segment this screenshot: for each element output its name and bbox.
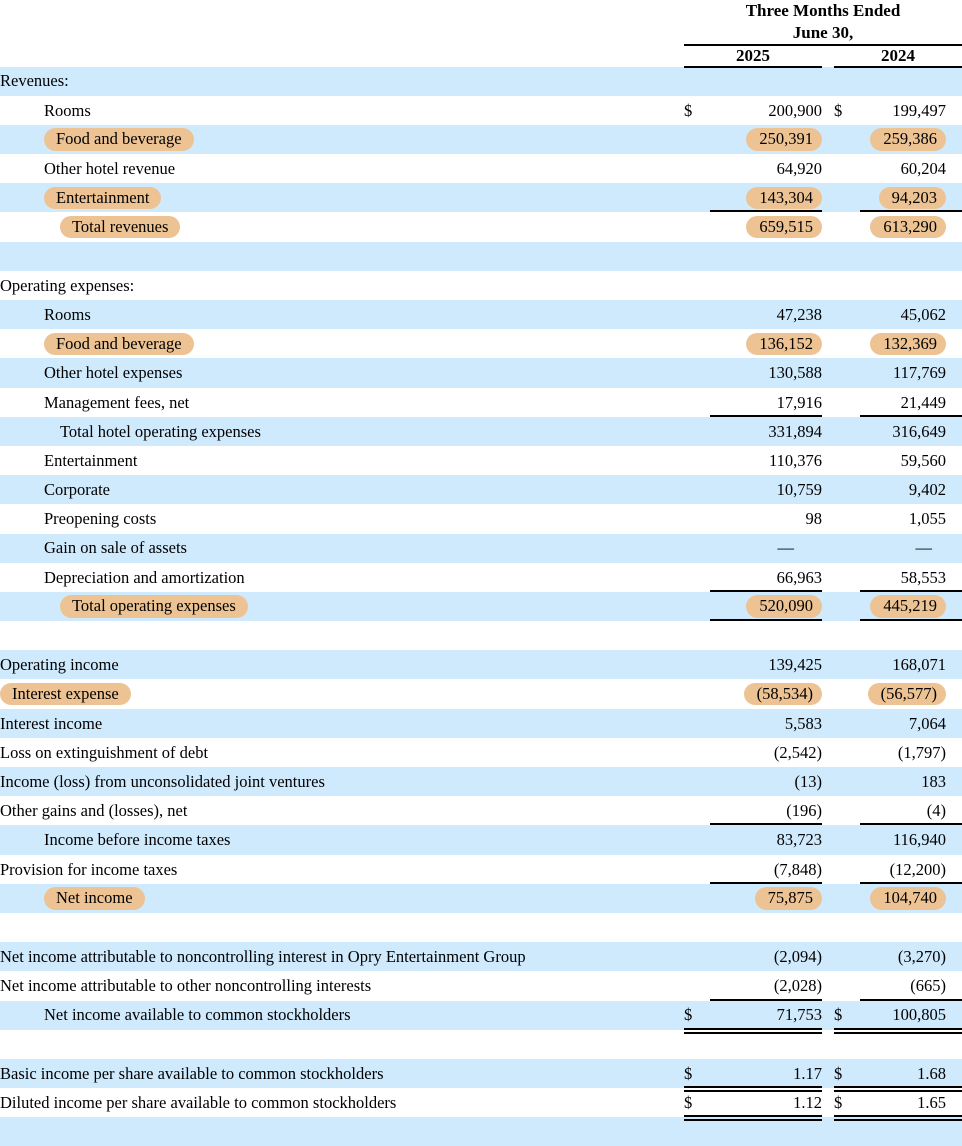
row-label: Operating income [0, 650, 684, 679]
spacer-cell [684, 1117, 710, 1146]
table-header-year-row [0, 46, 962, 67]
highlight-pill-value: 75,875 [755, 887, 822, 909]
spacer-cell [860, 242, 962, 271]
value-2024: 60,204 [900, 159, 946, 178]
row-label: Loss on extinguishment of debt [0, 742, 209, 762]
currency-2024 [834, 329, 860, 358]
value-2025: 110,376 [768, 450, 822, 470]
row-label [0, 884, 684, 913]
col-gap [822, 1088, 834, 1117]
value-2024: 1.68 [860, 1059, 962, 1088]
col-gap [822, 446, 834, 475]
table-row-gain-on-sale-of-assets [0, 534, 962, 563]
spacer-cell [822, 913, 834, 942]
row-label: Interest income [0, 709, 684, 738]
currency-2024: $ [834, 1059, 860, 1088]
col-gap [822, 650, 834, 679]
value-2025: (13) [710, 767, 822, 796]
value-2024: (3,270) [860, 942, 962, 971]
table-row-total-operating-expenses [0, 592, 962, 621]
value-2024: 1.65 [860, 1088, 962, 1117]
period-heading [684, 0, 962, 44]
value-2024: 9,402 [860, 475, 962, 504]
table-row-preopening-costs [0, 504, 962, 533]
value-2025: 1.12 [710, 1088, 822, 1117]
highlight-pill-label: Total operating expenses [60, 595, 248, 617]
row-label [0, 183, 684, 212]
col-gap [822, 1001, 834, 1030]
value-2025: 17,916 [710, 388, 822, 417]
value-2024 [860, 592, 962, 621]
col-gap [822, 592, 834, 621]
currency-2025 [684, 592, 710, 621]
currency-2025 [684, 679, 710, 708]
highlight-pill-value: 659,515 [746, 216, 822, 238]
col-gap [822, 825, 834, 854]
value-2025: 139,425 [710, 650, 822, 679]
col-gap [822, 300, 834, 329]
table-row-rooms-expense [0, 300, 962, 329]
highlight-pill-label: Interest expense [0, 683, 131, 705]
table-row-corporate [0, 475, 962, 504]
currency-2025 [684, 300, 710, 329]
col-gap [822, 884, 834, 913]
col-gap [822, 125, 834, 154]
highlight-pill-value: 259,386 [870, 128, 946, 150]
row-label: Gain on sale of assets [0, 534, 684, 563]
col-gap [822, 504, 834, 533]
col-gap [822, 942, 834, 971]
table-row-entertainment-revenue [0, 183, 962, 212]
currency-2024 [834, 358, 860, 387]
value-2025 [710, 125, 822, 154]
value-2025: (2,542) [773, 742, 822, 762]
table-row-depreciation-amortization [0, 563, 962, 592]
highlight-pill-value: 94,203 [879, 187, 946, 209]
currency-2025 [684, 271, 710, 300]
col-gap [822, 534, 834, 563]
currency-2024 [834, 884, 860, 913]
currency-2024 [834, 971, 860, 1000]
row-label [0, 329, 684, 358]
value-2025: 130,588 [710, 358, 822, 387]
col-gap [822, 738, 834, 767]
value-2024: 100,805 [860, 1001, 962, 1030]
col-gap [822, 388, 834, 417]
table-row-food-beverage-expense [0, 329, 962, 358]
table-row-other-hotel-expenses [0, 358, 962, 387]
spacer-cell [822, 1030, 834, 1059]
row-label [0, 125, 684, 154]
highlight-pill-label: Food and beverage [44, 128, 194, 150]
col-gap [822, 855, 834, 884]
value-2025 [710, 183, 822, 212]
value-2025: (2,028) [710, 971, 822, 1000]
currency-2025: $ [684, 1088, 710, 1117]
currency-2025 [684, 417, 710, 446]
table-row-income-before-income-taxes [0, 825, 962, 854]
value-2024: (665) [860, 971, 962, 1000]
table-row-net-income [0, 884, 962, 913]
spacer-cell [0, 621, 684, 650]
row-label: Revenues: [0, 67, 684, 96]
spacer-cell [822, 242, 834, 271]
table-row-interest-income [0, 709, 962, 738]
spacer-cell [0, 242, 684, 271]
currency-2025 [684, 358, 710, 387]
table-row-basic-eps [0, 1059, 962, 1088]
currency-2024 [834, 271, 860, 300]
currency-2024 [834, 388, 860, 417]
year-row-spacer [0, 46, 684, 67]
currency-2025 [684, 942, 710, 971]
value-2025 [710, 271, 822, 300]
highlight-pill-value: 136,152 [746, 333, 822, 355]
table-header-title-row [0, 0, 962, 44]
value-2024 [860, 679, 962, 708]
col-gap [822, 563, 834, 592]
currency-2025 [684, 329, 710, 358]
table-row-operating-income [0, 650, 962, 679]
value-2024: 117,769 [860, 358, 962, 387]
col-gap [822, 679, 834, 708]
spacer-cell [860, 621, 962, 650]
currency-2025 [684, 388, 710, 417]
table-row-spacer [0, 1030, 962, 1059]
currency-2024 [834, 212, 860, 241]
row-label: Diluted income per share available to common stockholders [0, 1093, 397, 1112]
currency-2025 [684, 504, 710, 533]
value-2024: 21,449 [860, 388, 962, 417]
highlight-pill-value: 132,369 [870, 333, 946, 355]
row-label: Other gains and (losses), net [0, 801, 188, 821]
currency-2025 [684, 563, 710, 592]
currency-2025 [684, 67, 710, 96]
value-2024: 116,940 [860, 825, 962, 854]
currency-2025 [684, 884, 710, 913]
value-2025: 71,753 [710, 1001, 822, 1030]
spacer-cell [860, 913, 962, 942]
period-heading-line1: Three Months Ended [745, 1, 901, 20]
col-gap [822, 417, 834, 446]
value-2024 [860, 67, 962, 96]
period-heading-line2: June 30, [792, 22, 854, 42]
value-2025: 47,238 [710, 300, 822, 329]
row-label: Basic income per share available to common stockholders [0, 1059, 684, 1088]
currency-2024 [834, 183, 860, 212]
row-label: Operating expenses: [0, 275, 135, 295]
row-label: Corporate [0, 475, 684, 504]
row-label: Income (loss) from unconsolidated joint ventures [0, 767, 684, 796]
col-gap [822, 96, 834, 125]
spacer-cell [710, 1117, 822, 1146]
col-gap [822, 767, 834, 796]
row-label: Total hotel operating expenses [0, 417, 684, 446]
spacer-cell [710, 1030, 822, 1059]
row-label: Management fees, net [44, 392, 190, 412]
table-row-provision-income-taxes [0, 855, 962, 884]
table-row-other-gains-losses [0, 796, 962, 825]
col-gap [822, 971, 834, 1000]
value-2025: 1.17 [710, 1059, 822, 1088]
currency-2024 [834, 679, 860, 708]
currency-2024 [834, 709, 860, 738]
currency-2025 [684, 971, 710, 1000]
currency-2025 [684, 183, 710, 212]
row-label: Entertainment [44, 450, 138, 470]
row-label: Net income attributable to noncontrolling interest in Opry Entertainment Group [0, 942, 684, 971]
currency-2024 [834, 796, 860, 825]
currency-2025 [684, 767, 710, 796]
highlight-pill-value: (58,534) [744, 683, 822, 705]
table-row-spacer [0, 242, 962, 271]
table-row-spacer [0, 913, 962, 942]
currency-2024 [834, 942, 860, 971]
table-row-spacer [0, 621, 962, 650]
col-gap [822, 212, 834, 241]
currency-2025: $ [684, 1059, 710, 1088]
row-label: Rooms [44, 100, 91, 120]
value-2024 [860, 183, 962, 212]
row-label: Other hotel revenue [44, 159, 176, 178]
value-2025 [710, 329, 822, 358]
currency-2024 [834, 650, 860, 679]
value-2025: (2,094) [710, 942, 822, 971]
col-gap [822, 67, 834, 96]
spacer-cell [710, 242, 822, 271]
value-2025: 83,723 [710, 825, 822, 854]
value-2025: (7,848) [710, 855, 822, 884]
value-2024: (1,797) [897, 742, 946, 762]
currency-2024 [834, 534, 860, 563]
spacer-cell [0, 1117, 684, 1146]
table-row-nci-other [0, 971, 962, 1000]
value-2024: 1,055 [908, 509, 946, 529]
table-row-spacer [0, 1117, 962, 1146]
row-label [0, 212, 684, 241]
currency-2024 [834, 67, 860, 96]
highlight-pill-label: Net income [44, 887, 145, 909]
highlight-pill-label: Food and beverage [44, 333, 194, 355]
table-row-management-fees [0, 388, 962, 417]
value-2024: (12,200) [860, 855, 962, 884]
currency-2024 [834, 563, 860, 592]
table-row-net-income-available-common [0, 1001, 962, 1030]
col-gap [822, 183, 834, 212]
value-2025: 10,759 [710, 475, 822, 504]
currency-2024 [834, 738, 860, 767]
spacer-cell [834, 1030, 860, 1059]
col-gap [822, 1059, 834, 1088]
currency-2024 [834, 767, 860, 796]
spacer-cell [0, 1030, 684, 1059]
row-label [0, 679, 684, 708]
row-label: Other hotel expenses [0, 358, 684, 387]
currency-2025 [684, 125, 710, 154]
value-2024 [860, 329, 962, 358]
table-row-other-hotel-revenue [0, 154, 962, 183]
col-gap [822, 358, 834, 387]
table-row-loss-extinguishment-debt [0, 738, 962, 767]
spacer-cell [710, 913, 822, 942]
currency-2024 [834, 825, 860, 854]
value-2024: 58,553 [860, 563, 962, 592]
spacer-cell [710, 621, 822, 650]
value-2025: 66,963 [710, 563, 822, 592]
value-2024: 316,649 [860, 417, 962, 446]
spacer-cell [834, 242, 860, 271]
row-label: Depreciation and amortization [44, 567, 245, 587]
currency-2024: $ [834, 1001, 860, 1030]
currency-2025 [684, 154, 710, 183]
value-2025 [710, 212, 822, 241]
spacer-cell [860, 1117, 962, 1146]
spacer-cell [822, 621, 834, 650]
currency-2024 [834, 300, 860, 329]
value-2024 [860, 212, 962, 241]
col-gap [822, 154, 834, 183]
spacer-cell [684, 913, 710, 942]
value-2024 [860, 125, 962, 154]
col-gap [822, 796, 834, 825]
currency-2025: $ [684, 1001, 710, 1030]
currency-2024 [834, 504, 860, 533]
currency-2025 [684, 709, 710, 738]
spacer-cell [684, 621, 710, 650]
currency-2025 [684, 475, 710, 504]
highlight-pill-value: (56,577) [868, 683, 946, 705]
value-2025 [710, 592, 822, 621]
table-row-entertainment-expense [0, 446, 962, 475]
value-2025: 331,894 [710, 417, 822, 446]
value-2024: 45,062 [860, 300, 962, 329]
spacer-cell [684, 242, 710, 271]
currency-2025 [684, 446, 710, 475]
currency-2024 [834, 446, 860, 475]
value-2024: 59,560 [900, 450, 946, 470]
table-row-revenues-header [0, 67, 962, 96]
value-2024: (4) [860, 796, 962, 825]
value-2025: 200,900 [768, 100, 822, 120]
currency-2024 [834, 592, 860, 621]
value-2025: 64,920 [776, 159, 822, 178]
value-2025 [710, 884, 822, 913]
year-gap [822, 46, 834, 67]
table-row-nci-opry [0, 942, 962, 971]
currency-2024 [834, 855, 860, 884]
highlight-pill-value: 520,090 [746, 595, 822, 617]
col-gap [822, 475, 834, 504]
currency-2025 [684, 738, 710, 767]
highlight-pill-value: 250,391 [746, 128, 822, 150]
row-label [0, 592, 684, 621]
value-2024: 183 [860, 767, 962, 796]
value-2024 [860, 271, 962, 300]
currency-2024: $ [834, 1088, 860, 1117]
currency-2025 [684, 855, 710, 884]
table-row-operating-expenses-header [0, 271, 962, 300]
value-2024: 199,497 [892, 100, 946, 120]
currency-2025 [684, 212, 710, 241]
spacer-cell [834, 621, 860, 650]
table-row-total-hotel-operating-expenses [0, 417, 962, 446]
value-2025: 98 [805, 509, 822, 529]
currency-2024 [834, 417, 860, 446]
table-row-food-beverage-revenue [0, 125, 962, 154]
row-label: Rooms [0, 300, 684, 329]
table-row-joint-ventures [0, 767, 962, 796]
table-row-interest-expense [0, 679, 962, 708]
currency-2025 [684, 796, 710, 825]
table-row-diluted-eps [0, 1088, 962, 1117]
highlight-pill-value: 613,290 [870, 216, 946, 238]
column-header-2024: 2024 [834, 46, 962, 67]
value-2024: 7,064 [860, 709, 962, 738]
currency-2025 [684, 825, 710, 854]
currency-2024 [834, 475, 860, 504]
header-spacer [0, 0, 684, 44]
highlight-pill-label: Entertainment [44, 187, 161, 209]
spacer-cell [860, 1030, 962, 1059]
value-2024 [860, 884, 962, 913]
spacer-cell [834, 913, 860, 942]
currency-2025 [684, 650, 710, 679]
currency-2024 [834, 125, 860, 154]
row-label: Preopening costs [44, 509, 157, 529]
currency-2025 [684, 534, 710, 563]
col-gap [822, 329, 834, 358]
value-2025: 5,583 [710, 709, 822, 738]
table-row-rooms-revenue [0, 96, 962, 125]
row-label: Income before income taxes [0, 825, 684, 854]
table-row-total-revenues [0, 212, 962, 241]
row-label: Net income available to common stockholders [0, 1001, 684, 1030]
col-gap [822, 709, 834, 738]
value-2024: 168,071 [860, 650, 962, 679]
row-label: Provision for income taxes [0, 859, 178, 879]
value-2025: — [710, 534, 822, 563]
value-2024: — [860, 534, 962, 563]
spacer-cell [822, 1117, 834, 1146]
highlight-pill-value: 143,304 [746, 187, 822, 209]
currency-2024 [834, 154, 860, 183]
value-2025 [710, 679, 822, 708]
currency-2024: $ [834, 100, 843, 120]
currency-2025: $ [684, 100, 693, 120]
spacer-cell [0, 913, 684, 942]
spacer-cell [684, 1030, 710, 1059]
value-2025: (196) [710, 796, 822, 825]
spacer-cell [834, 1117, 860, 1146]
value-2025 [710, 67, 822, 96]
highlight-pill-value: 445,219 [870, 595, 946, 617]
highlight-pill-value: 104,740 [870, 887, 946, 909]
col-gap [822, 271, 834, 300]
column-header-2025: 2025 [684, 46, 822, 67]
highlight-pill-label: Total revenues [60, 216, 180, 238]
row-label: Net income attributable to other noncontrolling interests [0, 976, 372, 996]
